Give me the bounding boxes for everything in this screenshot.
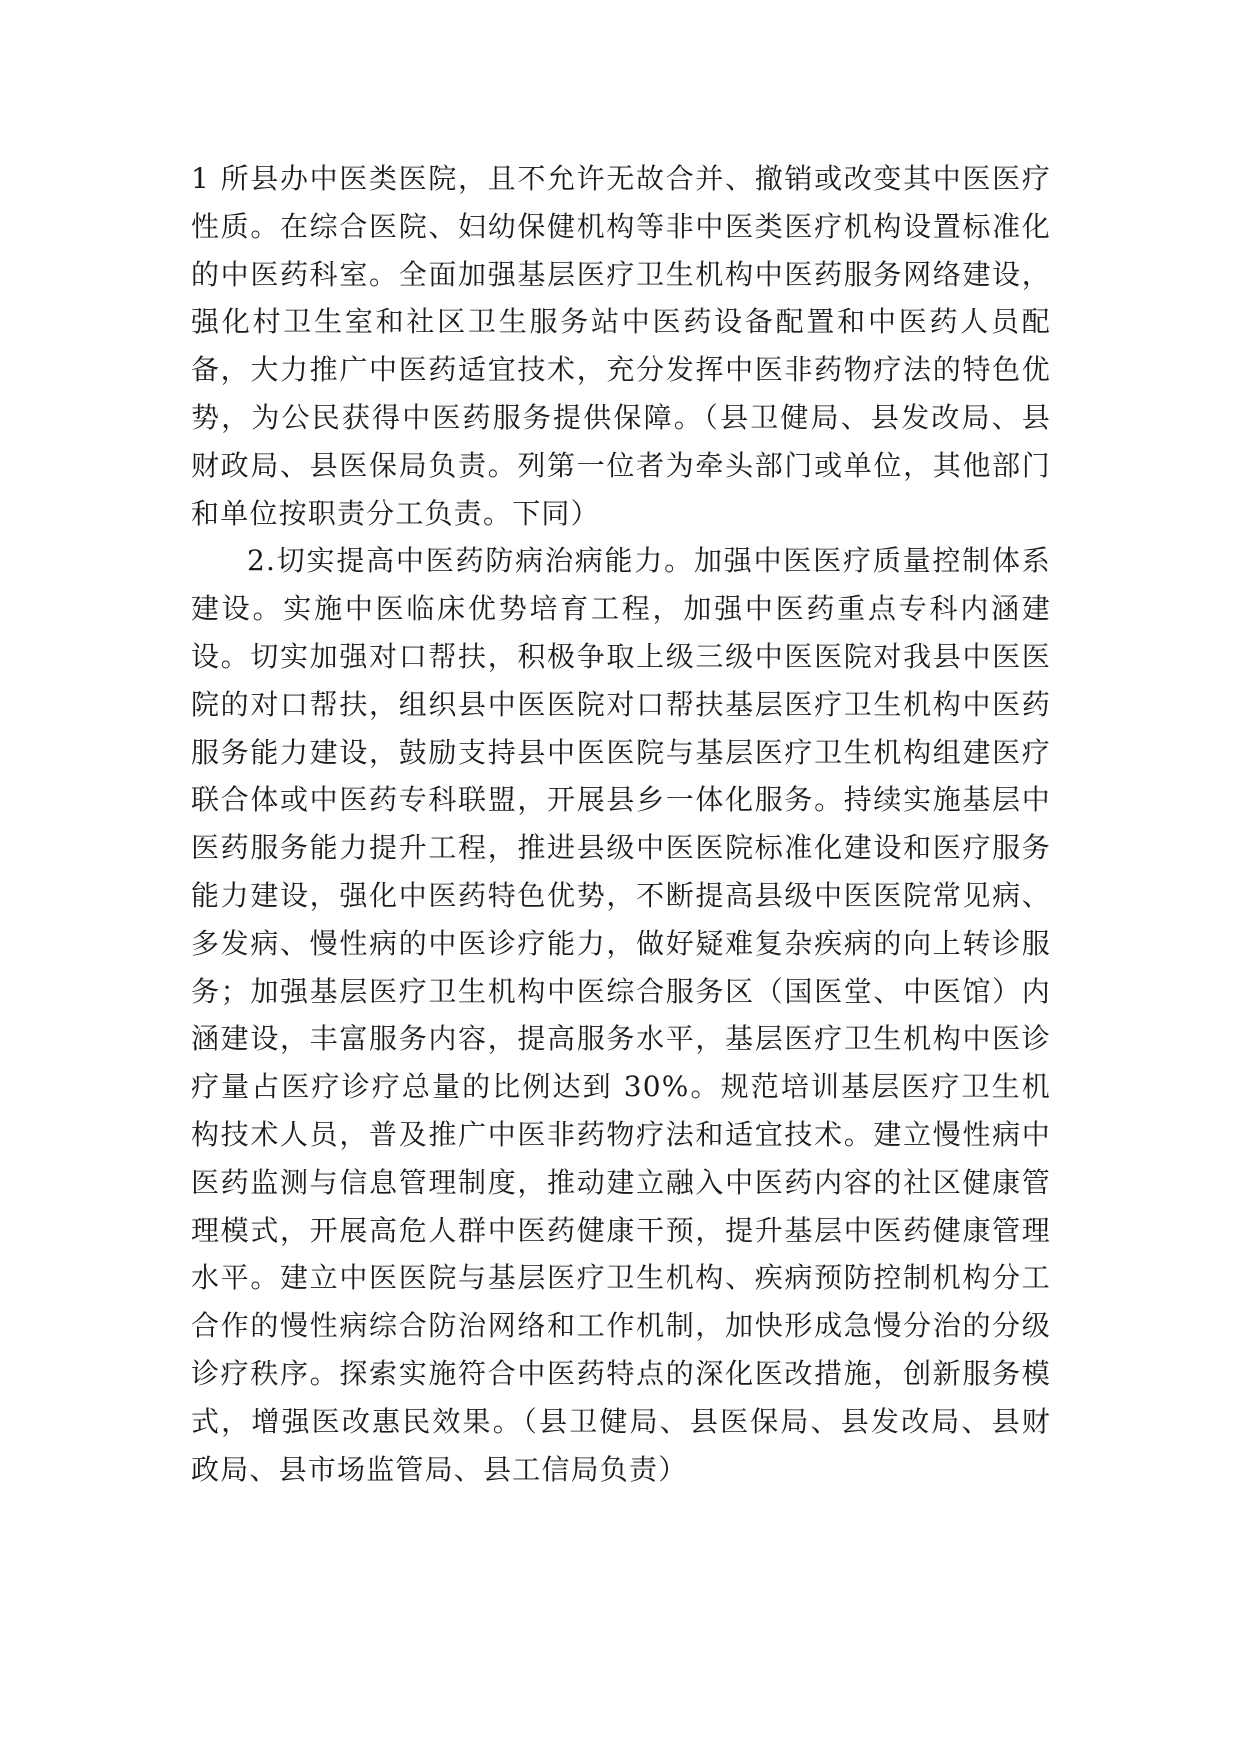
paragraph-continuation: 1 所县办中医类医院，且不允许无故合并、撤销或改变其中医医疗性质。在综合医院、妇幼保健机构等非中医类医疗机构设置标准化的中医药科室。全面加强基层医疗卫生机构中医药服务网络建设，强化村卫生室和社区卫生服务站中医药设备配置和中医药人员配备，大力推广中医药适宜技术，充分发挥中医非药物疗法的特色优势，为公民获得中医药服务提供保障。（县卫健局、县发改局、县财政局、县医保局负责。列第一位者为牵头部门或单位，其他部门和单位按职责分工负责。下同） — [191, 162, 1051, 530]
document-body — [191, 155, 1051, 1493]
paragraph-item-2: 2.切实提高中医药防病治病能力。加强中医医疗质量控制体系建设。实施中医临床优势培育工程，加强中医药重点专科内涵建设。切实加强对口帮扶，积极争取上级三级中医医院对我县中医医院的对口帮扶，组织县中医医院对口帮扶基层医疗卫生机构中医药服务能力建设，鼓励支持县中医医院与基层医疗卫生机构组建医疗联合体或中医药专科联盟，开展县乡一体化服务。持续实施基层中医药服务能力提升工程，推进县级中医医院标准化建设和医疗服务能力建设，强化中医药特色优势，不断提高县级中医医院常见病、多发病、慢性病的中医诊疗能力，做好疑难复杂疾病的向上转诊服务；加强基层医疗卫生机构中医综合服务区（国医堂、中医馆）内涵建设，丰富服务内容，提高服务水平，基层医疗卫生机构中医诊疗量占医疗诊疗总量的比例达到 30%。规范培训基层医疗卫生机构技术人员，普及推广中医非药物疗法和适宜技术。建立慢性病中医药监测与信息管理制度，推动建立融入中医药内容的社区健康管理模式，开展高危人群中医药健康干预，提升基层中医药健康管理水平。建立中医医院与基层医疗卫生机构、疾病预防控制机构分工合作的慢性病综合防治网络和工作机制，加快形成急慢分治的分级诊疗秩序。探索实施符合中医药特点的深化医改措施，创新服务模式，增强医改惠民效果。（县卫健局、县医保局、县发改局、县财政局、县市场监管局、县工信局负责） — [191, 544, 1051, 1486]
